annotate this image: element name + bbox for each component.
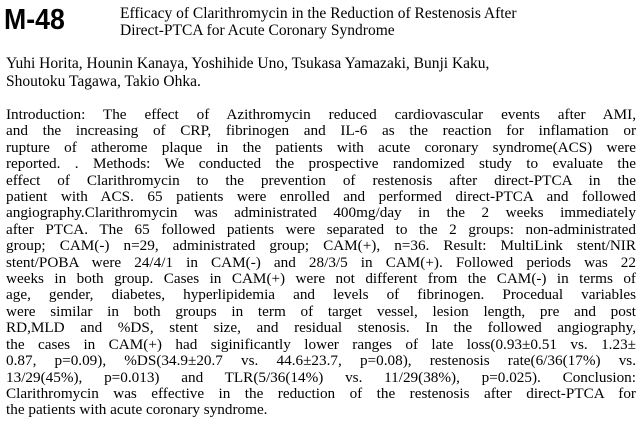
body-line: group; CAM(-) n=29, administrated group; CAM(+), n=36. Result: MultiLink stent/NIR	[6, 237, 636, 255]
body-line: 0.87, p=0.09), %DS(34.9±20.7 vs. 44.6±23.7, p=0.08), restenosis rate(6/36(17%) vs.	[6, 352, 636, 370]
body-line: weeks in both group. Cases in CAM(+) were not different from the CAM(-) in terms of	[6, 270, 636, 288]
body-line: the patients with acute coronary syndrome.	[6, 401, 268, 419]
author-line: Shoutoku Tagawa, Takio Ohka.	[6, 73, 201, 90]
title-line: Efficacy of Clarithromycin in the Reduction of Restenosis After	[120, 5, 517, 22]
body-line: stent/POBA were 24/4/1 in CAM(-) and 28/3/5 in CAM(+). Followed periods was 22	[6, 253, 636, 271]
body-line: after PTCA. The 65 followed patients were separated to the 2 groups: non-administrated	[6, 220, 636, 238]
body-line: rupture of atherome plaque in the patients with acute coronary syndrome(ACS) were	[6, 138, 636, 156]
body-line: Clarithromycin was effective in the reduction of the restenosis after direct-PTCA for	[6, 384, 636, 402]
title-line: Direct-PTCA for Acute Coronary Syndrome	[120, 22, 395, 39]
abstract-id: M-48	[4, 4, 65, 36]
author-list	[6, 55, 634, 91]
body-line: the cases in CAM(+) had siginificantly lower ranges of late loss(0.93±0.51 vs. 1.23±	[6, 335, 636, 353]
body-line: angiography.Clarithromycin was administrated 400mg/day in the 2 weeks immediately	[6, 204, 636, 222]
body-line: RD,MLD and %DS, stent size, and residual stenosis. In the followed angiography,	[6, 319, 636, 337]
abstract-header	[4, 3, 634, 43]
body-line: patient with ACS. 65 patients were enrolled and performed direct-PTCA and followed	[6, 188, 636, 206]
abstract-body	[6, 107, 636, 419]
body-line: reported. . Methods: We conducted the prospective randomized study to evaluate the	[6, 155, 636, 173]
author-line: Yuhi Horita, Hounin Kanaya, Yoshihide Uno, Tsukasa Yamazaki, Bunji Kaku,	[6, 55, 490, 72]
body-line: effect of Clarithromycin to the prevention of restenosis after direct-PTCA in the	[6, 171, 636, 189]
body-line: were similar in both groups in term of target vessel, lesion length, pre and post	[6, 302, 636, 320]
body-line: and the increasing of CRP, fibrinogen and IL-6 as the reaction for inflamation or	[6, 122, 636, 140]
abstract-title	[120, 5, 634, 39]
body-line: Introduction: The effect of Azithromycin reduced cardiovascular events after AMI,	[6, 106, 636, 123]
body-line: 13/29(45%), p=0.013) and TLR(5/36(14%) vs. 11/29(38%), p=0.025). Conclusion:	[6, 368, 636, 386]
body-line: age, gender, diabetes, hyperlipidemia and levels of fibrinogen. Procedual variables	[6, 286, 636, 304]
